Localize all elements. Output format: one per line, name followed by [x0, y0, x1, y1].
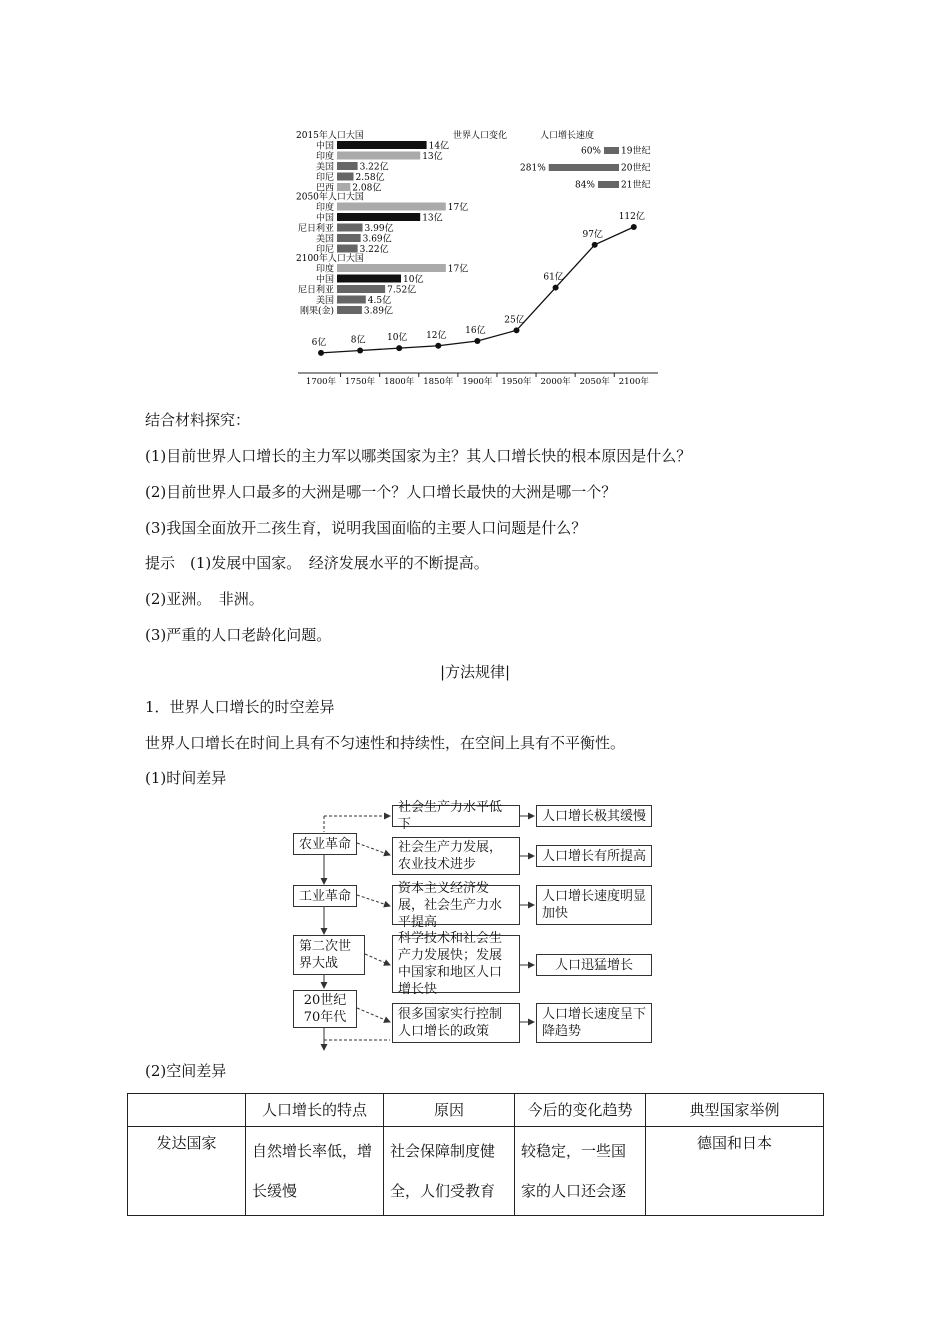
table-header-cell: 人口增长的特点: [246, 1094, 384, 1127]
table-header-row: [128, 1094, 824, 1127]
bar: [337, 203, 446, 211]
bar-value-label: 17亿: [447, 264, 469, 275]
bar: [337, 224, 363, 232]
x-tick-label: 2050年: [579, 377, 610, 387]
bar: [337, 306, 362, 314]
data-point: [318, 350, 324, 356]
rate-century-label: 19世纪: [621, 146, 651, 157]
bar: [337, 213, 420, 221]
rate-century-label: 21世纪: [621, 180, 651, 191]
table-header-cell: 原因: [384, 1094, 515, 1127]
bar-country-label: 巴西: [315, 183, 334, 194]
x-tick-label: 1950年: [501, 377, 532, 387]
bar-group-title: 2015年人口大国: [296, 131, 364, 141]
bar-group-title: 2050年人口大国: [296, 192, 364, 203]
cause-box-4: 科学技术和社会生产力发展快；发展中国家和地区人口增长快: [392, 935, 520, 993]
data-point: [474, 338, 480, 344]
bar-country-label: 美国: [315, 296, 334, 306]
stage-1970s: 20世纪70年代: [293, 990, 357, 1028]
rate-pct-label: 281%: [520, 163, 546, 174]
bar-country-label: 美国: [315, 234, 334, 245]
stage-ww2: 第二次世界大战: [293, 935, 365, 975]
answer-2: (2)亚洲。 非洲。: [145, 590, 264, 608]
bar-country-label: 印尼: [315, 245, 334, 255]
space-diff-heading: (2)空间差异: [145, 1062, 227, 1080]
bar-country-label: 刚果(金): [299, 306, 334, 317]
bar-value-label: 13亿: [422, 152, 443, 162]
rate-bar: [549, 164, 619, 171]
question-1: (1)目前世界人口增长的主力军以哪类国家为主？其人口增长快的根本原因是什么？: [145, 447, 692, 465]
bar-country-label: 印度: [315, 203, 334, 213]
table-cell: 自然增长率低，增长缓慢: [246, 1127, 384, 1216]
bar-value-label: 10亿: [403, 275, 424, 285]
bar: [337, 285, 385, 293]
data-point: [514, 327, 520, 333]
cause-box-5: 很多国家实行控制人口增长的政策: [392, 1003, 520, 1043]
bar-value-label: 3.99亿: [364, 224, 394, 234]
table-header-cell: 今后的变化趋势: [515, 1094, 646, 1127]
bar-country-label: 中国: [315, 275, 334, 285]
data-label: 97亿: [582, 229, 603, 240]
bar: [337, 162, 358, 170]
bar-value-label: 3.89亿: [363, 306, 393, 317]
result-box-2: 人口增长有所提高: [536, 845, 652, 867]
bar: [337, 245, 358, 253]
data-label: 10亿: [386, 333, 408, 344]
bar-value-label: 4.5亿: [367, 296, 392, 306]
bar: [337, 234, 361, 242]
question-2: (2)目前世界人口最多的大洲是哪一个？人口增长最快的大洲是哪一个？: [145, 483, 617, 501]
question-3: (3)我国全面放开二孩生育，说明我国面临的主要人口问题是什么？: [145, 519, 587, 537]
table-cell: 社会保障制度健全，人们受教育: [384, 1127, 515, 1216]
data-point: [631, 224, 637, 230]
intro-text: 结合材料探究：: [145, 411, 251, 429]
bar-country-label: 中国: [315, 213, 334, 224]
result-box-1: 人口增长极其缓慢: [536, 805, 652, 827]
table-cell: 较稳定，一些国家的人口还会逐: [515, 1127, 646, 1216]
answer-1: 提示 (1)发展中国家。 经济发展水平的不断提高。: [145, 554, 489, 572]
data-label: 8亿: [350, 335, 366, 346]
result-box-3: 人口增长速度明显加快: [536, 885, 652, 925]
result-box-4: 人口迅猛增长: [536, 954, 652, 976]
data-label: 61亿: [543, 272, 564, 283]
x-tick-label: 1900年: [462, 377, 493, 387]
data-label: 12亿: [426, 330, 447, 341]
bar-country-label: 美国: [315, 162, 334, 173]
rate-bar: [604, 147, 619, 154]
x-tick-label: 1750年: [345, 377, 376, 387]
data-point: [396, 345, 402, 351]
bar: [337, 183, 350, 191]
table-cell: 德国和日本: [646, 1127, 824, 1216]
x-tick-label: 1850年: [423, 377, 454, 387]
bar-country-label: 尼日利亚: [297, 285, 334, 296]
bar-value-label: 2.58亿: [355, 173, 385, 183]
bar-value-label: 3.22亿: [359, 245, 389, 255]
population-chart: [290, 126, 665, 388]
table-cell: 发达国家: [128, 1127, 246, 1216]
bar: [337, 264, 446, 272]
population-figure: [290, 126, 665, 388]
rate-pct-label: 84%: [574, 180, 595, 191]
bar-country-label: 中国: [315, 141, 334, 152]
stage-agricultural-revolution: 农业革命: [293, 833, 357, 855]
stage-industrial-revolution: 工业革命: [293, 885, 357, 907]
data-label: 16亿: [465, 326, 486, 336]
bar: [337, 152, 420, 160]
bar-value-label: 17亿: [447, 203, 469, 213]
bar-value-label: 14亿: [428, 141, 450, 152]
data-point: [357, 348, 363, 354]
cause-box-2: 社会生产力发展，农业技术进步: [392, 837, 520, 875]
bar: [337, 296, 366, 304]
x-tick-label: 1800年: [384, 377, 415, 387]
spatial-difference-table: [127, 1093, 824, 1216]
x-tick-label: 2000年: [540, 377, 571, 387]
table-row: [128, 1127, 824, 1216]
world-change-title: 世界人口变化: [453, 131, 508, 141]
time-diff-heading: (1)时间差异: [145, 769, 227, 787]
data-point: [553, 285, 559, 291]
result-box-5: 人口增长速度呈下降趋势: [536, 1003, 652, 1043]
cause-box-3: 资本主义经济发展，社会生产力水平提高: [392, 885, 520, 925]
rate-pct-label: 60%: [580, 146, 601, 157]
section-paragraph: 世界人口增长在时间上具有不匀速性和持续性，在空间上具有不平衡性。: [145, 734, 626, 752]
data-label: 6亿: [311, 337, 327, 348]
x-tick-label: 2100年: [618, 377, 649, 387]
table-header-cell: [128, 1094, 246, 1127]
bar-country-label: 尼日利亚: [297, 224, 334, 234]
time-difference-diagram: [288, 800, 658, 1055]
cause-box-1: 社会生产力水平低下: [392, 805, 520, 827]
data-point: [592, 242, 598, 248]
data-label: 25亿: [504, 315, 525, 326]
bar-country-label: 印度: [315, 152, 334, 162]
bar-value-label: 7.52亿: [387, 285, 417, 296]
bar-group-title: 2100年人口大国: [296, 254, 364, 264]
bar: [337, 141, 427, 149]
bar: [337, 173, 354, 181]
rate-century-label: 20世纪: [621, 163, 651, 174]
bar-value-label: 2.08亿: [352, 183, 382, 194]
method-heading: |方法规律|: [439, 663, 511, 681]
section-heading-1: 1．世界人口增长的时空差异: [145, 698, 335, 716]
answer-3: (3)严重的人口老龄化问题。: [145, 626, 332, 644]
data-point: [435, 343, 441, 349]
rate-bar: [598, 181, 619, 188]
bar-value-label: 3.22亿: [359, 162, 389, 173]
bar-country-label: 印尼: [315, 173, 334, 183]
rate-title: 人口增长速度: [540, 131, 595, 141]
bar-country-label: 印度: [315, 264, 334, 275]
data-label: 112亿: [618, 212, 645, 222]
bar-value-label: 13亿: [422, 213, 443, 224]
bar-value-label: 3.69亿: [362, 234, 392, 245]
table-header-cell: 典型国家举例: [646, 1094, 824, 1127]
bar: [337, 275, 401, 283]
x-tick-label: 1700年: [305, 377, 337, 387]
